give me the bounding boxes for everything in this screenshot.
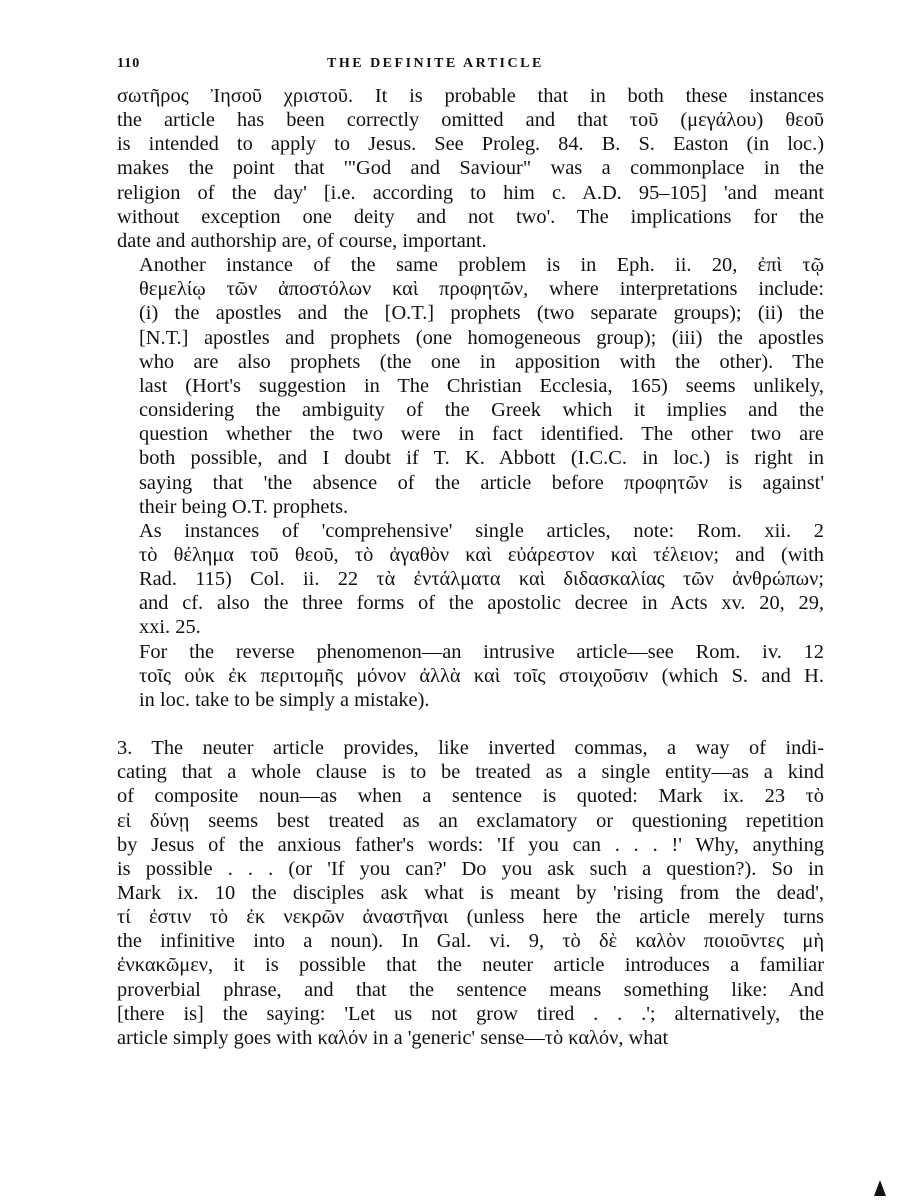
text-line: [N.T.] apostles and prophets (one homogeneous group); (iii) the apostles — [139, 326, 824, 349]
book-page — [117, 56, 824, 1050]
text-line: For the reverse phenomenon—an intrusive article—see Rom. iv. 12 — [139, 640, 824, 663]
text-line: 3. The neuter article provides, like inverted commas, a way of indi- — [117, 737, 824, 760]
text-line: τοῖς οὐκ ἐκ περιτομῆς μόνον ἀλλὰ καὶ τοῖς στοιχοῦσιν (which S. and H. — [139, 664, 824, 687]
text-line: in loc. take to be simply a mistake). — [139, 688, 430, 711]
text-line: by Jesus of the anxious father's words: 'If you can . . . !' Why, anything — [117, 833, 824, 856]
text-line: εἰ δύνῃ seems best treated as an exclamatory or questioning repetition — [117, 809, 824, 832]
running-title: THE DEFINITE ARTICLE — [327, 56, 544, 71]
text-line: makes the point that '"God and Saviour" was a commonplace in the — [117, 157, 824, 180]
text-line: article simply goes with καλόν in a 'generic' sense—τὸ καλόν, what — [117, 1026, 669, 1049]
text-line: the infinitive into a noun). In Gal. vi. 9, τὸ δὲ καλὸν ποιοῦντες μὴ — [117, 930, 824, 953]
text-line: [there is] the saying: 'Let us not grow tired . . .'; alternatively, the — [117, 1002, 824, 1025]
page-number: 110 — [117, 56, 141, 71]
text-line: question whether the two were in fact identified. The other two are — [139, 423, 824, 446]
text-line: τί ἐστιν τὸ ἐκ νεκρῶν ἀναστῆναι (unless here the article merely turns — [117, 906, 824, 929]
paragraph-4 — [117, 640, 824, 712]
paragraph-3 — [117, 519, 824, 640]
text-line: both possible, and I doubt if T. K. Abbott (I.C.C. in loc.) is right in — [139, 447, 824, 470]
paragraph-1 — [117, 84, 824, 253]
text-line: date and authorship are, of course, important. — [117, 229, 487, 252]
text-line: considering the ambiguity of the Greek which it implies and the — [139, 399, 824, 422]
text-line: is intended to apply to Jesus. See Proleg. 84. B. S. Easton (in loc.) — [117, 133, 824, 156]
text-line: τὸ θέλημα τοῦ θεοῦ, τὸ ἀγαθὸν καὶ εὐάρεστον καὶ τέλειον; and (with — [139, 543, 824, 566]
text-line: saying that 'the absence of the article before προφητῶν is against' — [139, 471, 824, 494]
text-line: cating that a whole clause is to be treated as a single entity—as a kind — [117, 761, 824, 784]
text-line: the article has been correctly omitted and that τοῦ (μεγάλου) θεοῦ — [117, 109, 824, 132]
text-line: As instances of 'comprehensive' single articles, note: Rom. xii. 2 — [139, 519, 824, 542]
paragraph-2 — [117, 253, 824, 519]
text-line: Mark ix. 10 the disciples ask what is meant by 'rising from the dead', — [117, 882, 824, 904]
corner-mark — [874, 1180, 886, 1196]
text-line: (i) the apostles and the [O.T.] prophets (two separate groups); (ii) the — [139, 302, 824, 325]
text-line: and cf. also the three forms of the apostolic decree in Acts xv. 20, 29, — [139, 592, 824, 615]
text-line: σωτῆρος Ἰησοῦ χριστοῦ. It is probable that in both these instances — [117, 85, 824, 107]
text-line: religion of the day' [i.e. according to him c. A.D. 95–105] 'and meant — [117, 181, 824, 204]
text-line: who are also prophets (the one in apposition with the other). The — [139, 350, 824, 373]
text-line: is possible . . . (or 'If you can?' Do you ask such a question?). So in — [117, 857, 824, 880]
text-line: xxi. 25. — [139, 616, 201, 639]
text-line: θεμελίῳ τῶν ἀποστόλων καὶ προφητῶν, where interpretations include: — [139, 278, 824, 301]
running-head — [117, 56, 824, 84]
text-line: Rad. 115) Col. ii. 22 τὰ ἐντάλματα καὶ διδασκαλίας τῶν ἀνθρώπων; — [139, 568, 824, 591]
paragraph-5 — [117, 736, 824, 1050]
text-line: proverbial phrase, and that the sentence means something like: And — [117, 978, 824, 1001]
text-line: Another instance of the same problem is in Eph. ii. 20, ἐπὶ τῷ — [139, 254, 824, 277]
text-line: of composite noun—as when a sentence is quoted: Mark ix. 23 τὸ — [117, 785, 824, 808]
text-line: last (Hort's suggestion in The Christian Ecclesia, 165) seems unlikely, — [139, 374, 824, 397]
text-line: ἐνκακῶμεν, it is possible that the neuter article introduces a familiar — [117, 954, 824, 977]
text-line: without exception one deity and not two'. The implications for the — [117, 205, 824, 228]
text-line: their being O.T. prophets. — [139, 495, 349, 518]
